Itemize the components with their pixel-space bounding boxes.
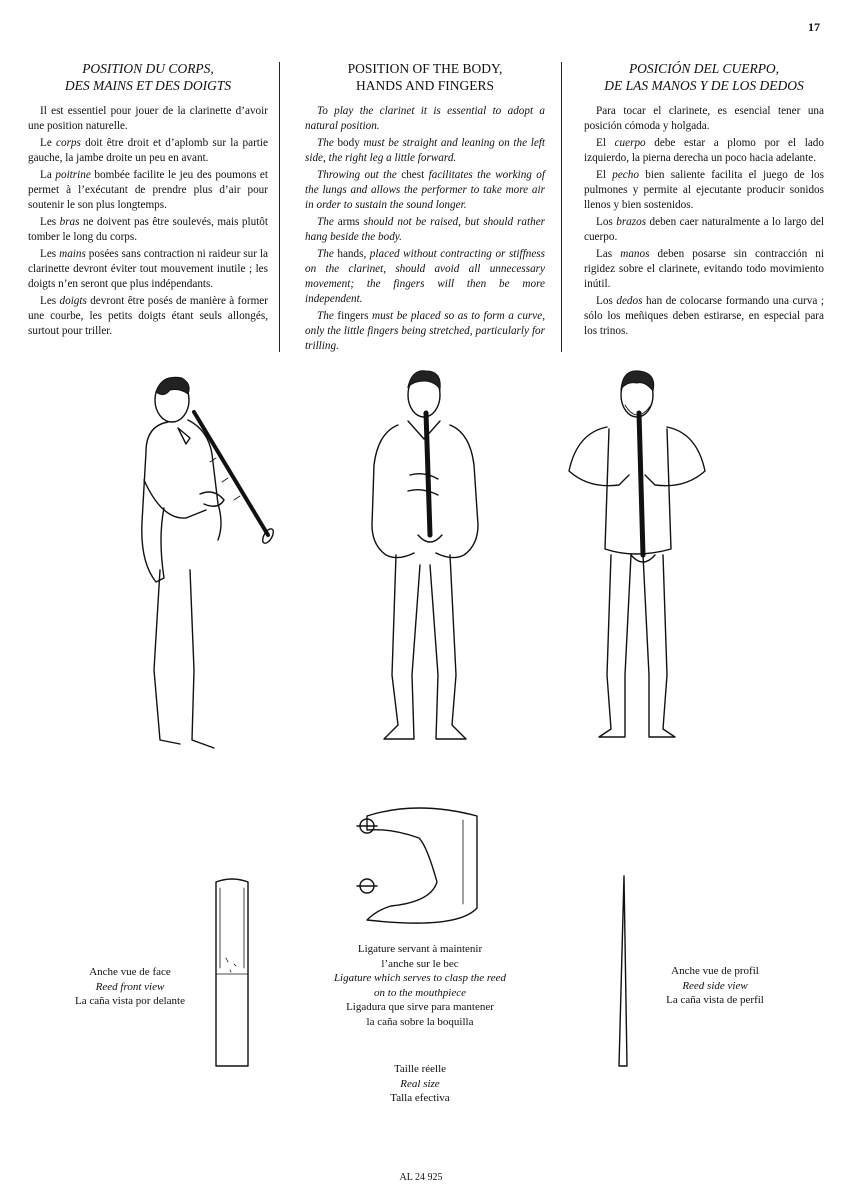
reed-side-caption [640, 964, 790, 1008]
column-spanish [584, 60, 824, 341]
caption-en: Real size [400, 1077, 440, 1090]
paragraph [305, 136, 545, 166]
caption-fr: l’anche sur le bec [381, 957, 459, 970]
text-run: Les [40, 248, 60, 260]
text-run: bombée facilite le jeu des poumons et permet à l’exécutant de prendre plus d’air pour soutenir le son plus longtemps. [28, 169, 268, 211]
spanish-title-line: DE LAS MANOS Y DE LOS DEDOS [604, 78, 804, 93]
emphasis-run: bras [59, 216, 80, 228]
emphasis-run: brazos [616, 216, 647, 228]
text-run: deben caer naturalmente a lo largo del cuerpo. [584, 216, 825, 243]
text-run: , placed without contracting or stiffness on the clarinet, should avoid all unnecessary movement; the fingers will then be more independent. [305, 248, 546, 305]
english-title-line: HANDS AND FINGERS [355, 78, 495, 93]
text-run: facilitates the working of the lungs and allows the performer to take more air in order to sustain the sound longer. [305, 169, 545, 211]
text-run: El [596, 169, 613, 181]
reed-front-caption [40, 965, 220, 1009]
text-run: must be straight and leaning on the left side, the right leg a little forward. [305, 137, 545, 164]
emphasis-run: mains [59, 248, 86, 260]
paragraph [28, 136, 268, 166]
ligature-caption [320, 942, 520, 1029]
text-run: To play the clarinet it is essential to adopt a natural position. [305, 105, 545, 132]
paragraph [28, 168, 268, 213]
emphasis-run: corps [56, 137, 81, 149]
paragraph [305, 309, 545, 354]
text-run: The [317, 216, 338, 228]
emphasis-run: cuerpo [614, 137, 646, 149]
text-run: bien saliente facilita el juego de los pulmones y permite al ejecutante producir sonidos llenos y bien sostenidos. [584, 169, 824, 211]
paragraph [584, 294, 824, 339]
text-run: Throwing out the [317, 169, 402, 181]
paragraph [584, 247, 824, 292]
caption-fr: Anche vue de profil [671, 965, 759, 977]
column-divider [561, 62, 562, 352]
clarinettist-bearded-illustration [555, 365, 715, 760]
column-divider [279, 62, 280, 352]
caption-en: on to the mouthpiece [374, 986, 466, 999]
emphasis-run: pecho [612, 169, 639, 181]
clarinettist-front-illustration [358, 365, 498, 760]
caption-fr: Taille réelle [393, 1063, 447, 1075]
english-title-line: POSITION OF THE BODY, [347, 61, 503, 76]
column-english [305, 60, 545, 356]
roman-run: fingers [337, 310, 369, 322]
english-body [305, 104, 545, 354]
paragraph [28, 247, 268, 292]
roman-run: arms [337, 216, 360, 228]
catalog-footer: AL 24 925 [399, 1172, 443, 1183]
text-run: Los [596, 295, 617, 307]
text-run: doit être droit et d’aplomb sur la partie gauche, la jambe droite un peu en avant. [28, 137, 268, 164]
paragraph [584, 168, 824, 213]
caption-es: Talla efectiva [390, 1092, 450, 1104]
paragraph [28, 215, 268, 245]
text-run: should not be raised, but should rather hang beside the body. [305, 216, 546, 243]
caption-fr: Ligature servant à maintenir [357, 943, 483, 955]
text-run: ne doivent pas être soulevés, mais plutôt tomber le long du corps. [28, 216, 269, 243]
paragraph [584, 104, 824, 134]
paragraph [28, 104, 268, 134]
caption-es: la caña sobre la boquilla [366, 1015, 474, 1028]
text-run: han de colocarse formando una curva ; sólo los meñiques deben estirarse, en especial para los trinos. [584, 295, 824, 337]
paragraph [305, 247, 545, 307]
text-run: Les [40, 216, 60, 228]
spanish-body [584, 104, 824, 339]
reed-side-view-illustration [614, 872, 634, 1072]
text-run: Los [596, 216, 617, 228]
text-run: The [317, 248, 338, 260]
emphasis-run: dedos [616, 295, 643, 307]
roman-run: body [337, 137, 360, 149]
emphasis-run: manos [620, 248, 650, 260]
page-number: 17 [808, 20, 820, 34]
ligature-illustration [353, 800, 483, 940]
text-run: La [40, 169, 56, 181]
real-size-caption [360, 1062, 480, 1106]
emphasis-run: doigts [59, 295, 87, 307]
text-run: Le [40, 137, 57, 149]
text-run: Para tocar el clarinete, es esencial tener una posición cómoda y holgada. [584, 105, 824, 132]
text-run: Il est essentiel pour jouer de la clarinette d’avoir une position naturelle. [28, 105, 268, 132]
spanish-title-line: POSICIÓN DEL CUERPO, [628, 61, 780, 76]
paragraph [305, 104, 545, 134]
caption-es: Ligadura que sirve para mantener [346, 1001, 494, 1013]
french-title-line: DES MAINS ET DES DOIGTS [64, 78, 232, 93]
roman-run: hands [337, 248, 364, 260]
french-body [28, 104, 268, 339]
paragraph [584, 136, 824, 166]
text-run: Las [596, 248, 621, 260]
emphasis-run: poitrine [55, 169, 91, 181]
paragraph [584, 215, 824, 245]
caption-fr: Anche vue de face [89, 966, 171, 978]
text-run: deben posarse sin contracción ni rigidez sobre el clarinete, evitando todo movimiento inútil. [584, 248, 825, 290]
caption-en: Reed front view [95, 980, 165, 993]
text-run: The [317, 137, 338, 149]
caption-en: Reed side view [682, 979, 748, 992]
caption-en: Ligature which serves to clasp the reed [333, 972, 507, 984]
english-title [305, 60, 545, 94]
text-run: debe estar a plomo por el lado izquierdo, la pierna derecha un poco hacia adelante. [584, 137, 824, 164]
roman-run: chest [401, 169, 425, 181]
french-title [28, 60, 268, 94]
caption-es: La caña vista de perfil [666, 994, 764, 1006]
french-title-line: POSITION DU CORPS, [82, 61, 214, 76]
spanish-title [584, 60, 824, 94]
caption-es: La caña vista por delante [75, 995, 185, 1007]
text-run: devront être posés de manière à former une courbe, les petits doigts étant seuls allongés, surtout pour triller. [28, 295, 268, 337]
text-run: Les [40, 295, 60, 307]
clarinettist-side-illustration [130, 370, 280, 760]
text-run: The [317, 310, 338, 322]
paragraph [305, 215, 545, 245]
paragraph [28, 294, 268, 339]
text-run: posées sans contraction ni raideur sur la clarinette devront éviter tout mouvement inutile ; les doigts n’en seront que plus indépendants. [28, 248, 269, 290]
paragraph [305, 168, 545, 213]
text-run: must be placed so as to form a curve, only the little fingers being stretched, particularly for trilling. [305, 310, 546, 352]
text-run: El [596, 137, 615, 149]
column-french [28, 60, 268, 341]
